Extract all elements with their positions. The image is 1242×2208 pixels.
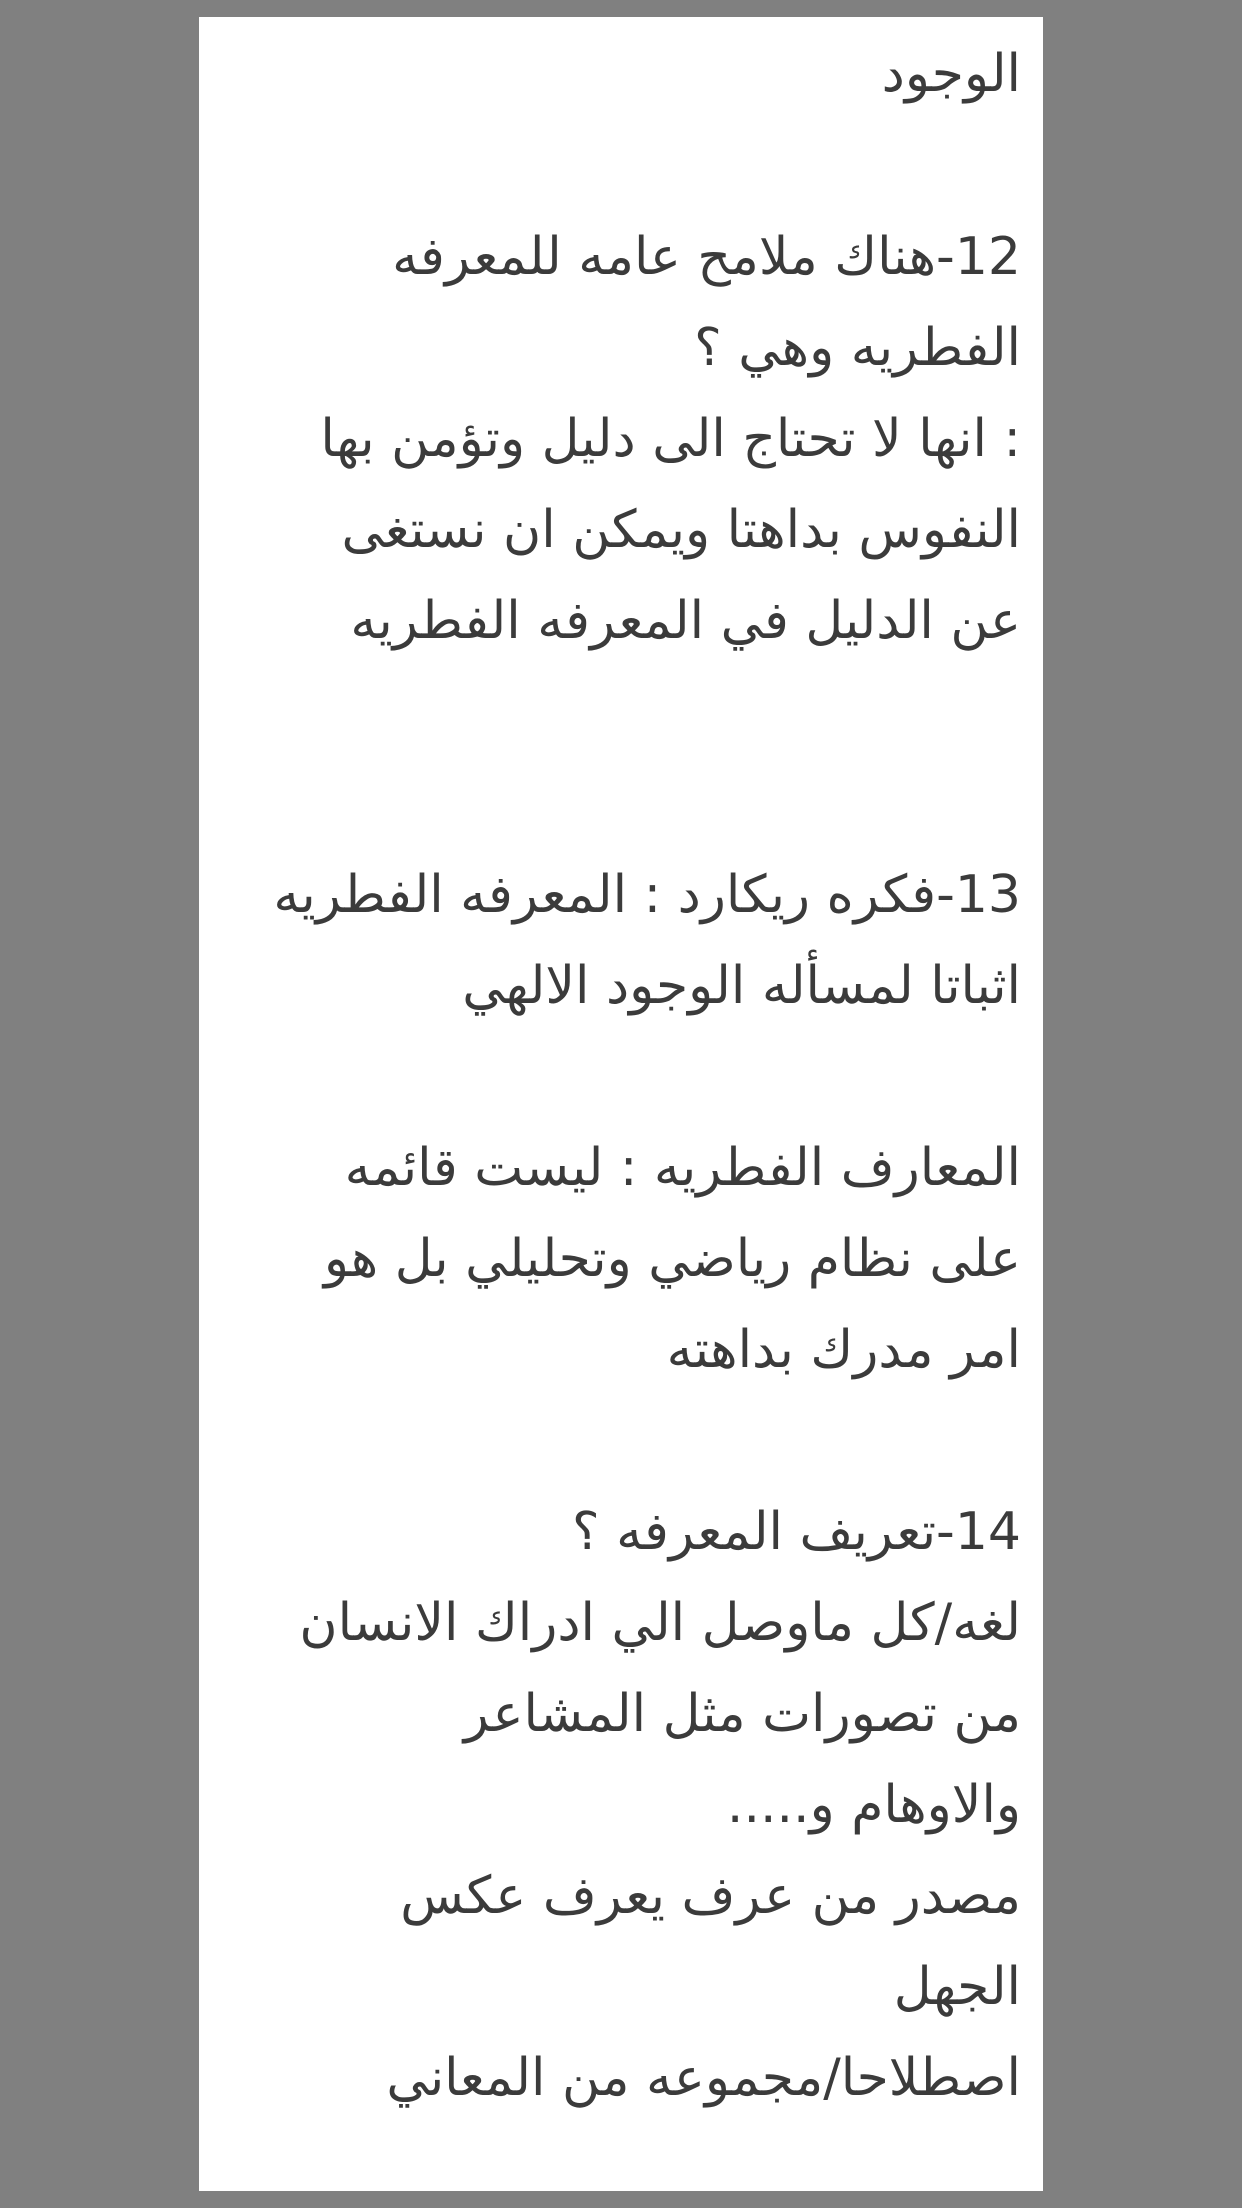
text-line: 14-تعريف المعرفه ؟ — [571, 1502, 1021, 1562]
text-line: المعارف الفطريه : ليست قائمه — [344, 1138, 1021, 1198]
text-line: اصطلاحا/مجموعه من المعاني — [386, 2048, 1021, 2108]
text-line: لغه/كل ماوصل الي ادراك الانسان — [299, 1593, 1021, 1653]
text-block-item-13 — [221, 850, 1021, 1032]
text-line: والاوهام و..... — [726, 1775, 1021, 1835]
text-line: امر مدرك بداهته — [666, 1320, 1021, 1380]
text-line: عن الدليل في المعرفه الفطريه — [350, 591, 1021, 651]
text-line: الوجود — [881, 44, 1021, 104]
text-block-innate-knowledge — [221, 1123, 1021, 1396]
text-line: الجهل — [893, 1957, 1021, 2017]
text-line: الفطريه وهي ؟ — [694, 318, 1021, 378]
text-line: النفوس بداهتا ويمكن ان نستغى — [341, 500, 1021, 560]
text-block-existence — [221, 29, 1021, 120]
text-line: من تصورات مثل المشاعر — [463, 1684, 1021, 1744]
text-block-item-12 — [221, 212, 1021, 667]
text-line: مصدر من عرف يعرف عكس — [400, 1866, 1021, 1926]
document-page — [199, 17, 1043, 2191]
text-line: 12-هناك ملامح عامه للمعرفه — [392, 227, 1021, 287]
text-line: 13-فكره ريكارد : المعرفه الفطريه — [273, 865, 1021, 925]
text-line: اثباتا لمسأله الوجود الالهي — [462, 956, 1021, 1016]
text-block-item-14 — [221, 1487, 1021, 2124]
text-line: : انها لا تحتاج الى دليل وتؤمن بها — [320, 409, 1021, 469]
text-line: على نظام رياضي وتحليلي بل هو — [323, 1229, 1021, 1289]
